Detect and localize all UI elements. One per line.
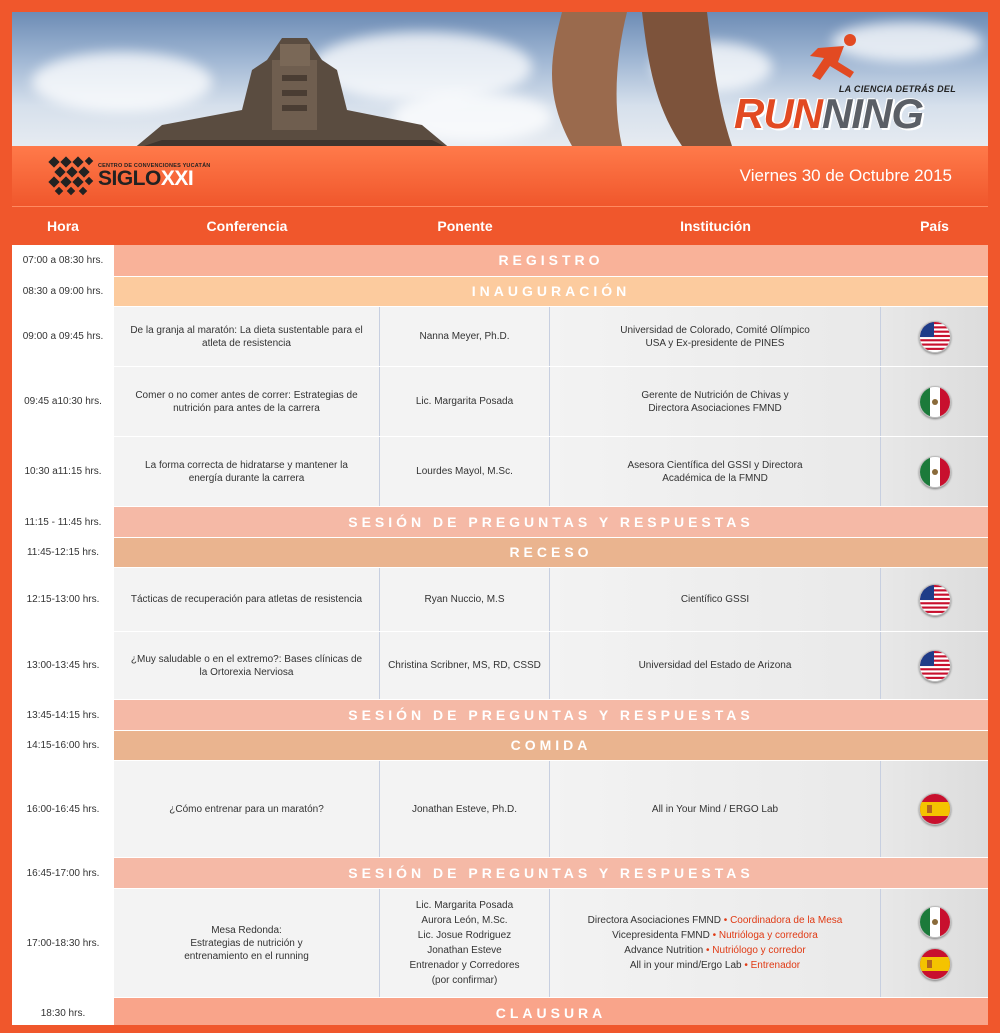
session-label: SESIÓN DE PREGUNTAS Y RESPUESTAS	[114, 858, 988, 888]
session-row	[12, 277, 988, 307]
institution-cell	[550, 568, 881, 631]
institution-name: Advance Nutrition	[624, 945, 704, 956]
institution-text: Gerente de Nutrición de Chivas y Directora Asociaciones FMND	[641, 389, 789, 414]
separator: •	[703, 945, 713, 956]
conference-cell: De la granja al maratón: La dieta sustentable para el atleta de resistencia	[114, 307, 380, 366]
session-label: SESIÓN DE PREGUNTAS Y RESPUESTAS	[114, 507, 988, 537]
col-ponente: Ponente	[437, 218, 493, 234]
session-label: INAUGURACIÓN	[114, 277, 988, 306]
speaker-line: Jonathan Esteve	[427, 945, 502, 956]
table-header	[12, 206, 988, 245]
conference-cell	[114, 889, 380, 997]
institution-cell	[550, 632, 881, 699]
speaker-cell: Nanna Meyer, Ph.D.	[380, 307, 550, 366]
time-cell: 13:00-13:45 hrs.	[12, 632, 114, 699]
speaker-cell: Christina Scribner, MS, RD, CSSD	[380, 632, 550, 699]
time-cell: 16:00-16:45 hrs.	[12, 761, 114, 857]
sub-header	[12, 146, 988, 206]
country-cell	[881, 568, 988, 631]
separator: •	[709, 930, 719, 941]
table-row	[12, 437, 988, 507]
time-cell: 16:45-17:00 hrs.	[12, 858, 114, 888]
hero-banner	[12, 12, 988, 146]
schedule-table	[12, 245, 988, 1025]
es-flag-icon	[919, 948, 951, 980]
institution-line	[588, 943, 843, 958]
session-label: RECESO	[114, 538, 988, 567]
table-row	[12, 632, 988, 700]
running-wordmark: RUNNING	[734, 90, 923, 137]
institution-text: All in Your Mind / ERGO Lab	[651, 803, 779, 815]
session-row	[12, 507, 988, 538]
institution-text: Asesora Científica del GSSI y Directora Académica de la FMND	[627, 459, 803, 484]
col-hora: Hora	[47, 218, 79, 234]
venue-name: SIGLOXXI	[98, 167, 194, 190]
speaker-line: (por confirmar)	[431, 975, 498, 986]
institution-text: Universidad del Estado de Arizona	[638, 660, 792, 671]
time-cell: 08:30 a 09:00 hrs.	[12, 277, 114, 306]
time-cell: 09:00 a 09:45 hrs.	[12, 307, 114, 366]
conference-cell: Comer o no comer antes de correr: Estrategias de nutrición para antes de la carrera	[114, 367, 380, 436]
runner-legs-illustration	[532, 12, 732, 146]
running-logo	[734, 32, 966, 137]
event-date: Viernes 30 de Octubre 2015	[739, 166, 952, 185]
conference-cell: Tácticas de recuperación para atletas de resistencia	[114, 568, 380, 631]
time-cell: 11:15 - 11:45 hrs.	[12, 507, 114, 537]
running-tagline: LA CIENCIA DETRÁS DEL	[838, 84, 956, 94]
conference-line: entrenamiento en el running	[184, 950, 309, 962]
panel-role: Nutrióloga y corredora	[718, 930, 818, 941]
session-row	[12, 731, 988, 761]
institution-name: Vicepresidenta FMND	[612, 930, 710, 941]
us-flag-icon	[919, 584, 951, 616]
us-flag-icon	[919, 650, 951, 682]
country-cell	[881, 307, 988, 366]
table-row	[12, 307, 988, 367]
session-row	[12, 538, 988, 568]
runner-icon	[798, 32, 868, 84]
speaker-line: Aurora León, M.Sc.	[421, 915, 508, 926]
table-row	[12, 761, 988, 858]
mx-flag-icon	[919, 386, 951, 418]
speaker-cell	[380, 889, 550, 997]
time-cell: 10:30 a11:15 hrs.	[12, 437, 114, 506]
institution-cell	[550, 437, 881, 506]
institution-text: Universidad de Colorado, Comité Olímpico USA y Ex-presidente de PINES	[620, 324, 810, 349]
speaker-cell: Ryan Nuccio, M.S	[380, 568, 550, 631]
conference-line: Mesa Redonda:	[211, 924, 282, 936]
separator: •	[741, 960, 751, 971]
time-cell: 11:45-12:15 hrs.	[12, 538, 114, 567]
venue-logo	[48, 156, 210, 196]
col-conferencia: Conferencia	[206, 218, 288, 234]
institution-cell	[550, 307, 881, 366]
speaker-cell: Lic. Margarita Posada	[380, 367, 550, 436]
session-row	[12, 858, 988, 889]
conference-line: Estrategias de nutrición y	[190, 937, 303, 949]
session-label: REGISTRO	[114, 245, 988, 276]
institution-cell	[550, 367, 881, 436]
venue-subtitle: CENTRO DE CONVENCIONES YUCATÁN	[98, 163, 211, 169]
es-flag-icon	[919, 793, 951, 825]
speaker-line: Entrenador y Corredores	[409, 960, 520, 971]
time-cell: 14:15-16:00 hrs.	[12, 731, 114, 760]
session-row	[12, 700, 988, 731]
time-cell: 18:30 hrs.	[12, 998, 114, 1025]
country-cell	[881, 632, 988, 699]
institution-line	[588, 913, 843, 928]
conference-cell: ¿Muy saludable o en el extremo?: Bases clínicas de la Ortorexia Nerviosa	[114, 632, 380, 699]
conference-cell: ¿Cómo entrenar para un maratón?	[114, 761, 380, 857]
institution-name: All in your mind/Ergo Lab	[629, 960, 742, 971]
institution-text: Científico GSSI	[680, 594, 750, 605]
table-row	[12, 889, 988, 998]
panel-role: Entrenador	[750, 960, 801, 971]
mx-flag-icon	[919, 906, 951, 938]
institution-cell	[550, 761, 881, 857]
separator: •	[721, 915, 731, 926]
country-cell	[881, 437, 988, 506]
country-cell	[881, 761, 988, 857]
conference-cell: La forma correcta de hidratarse y mantener la energía durante la carrera	[114, 437, 380, 506]
time-cell: 13:45-14:15 hrs.	[12, 700, 114, 730]
session-row	[12, 245, 988, 277]
institution-cell	[550, 889, 881, 997]
table-row	[12, 568, 988, 632]
speaker-line: Lic. Josue Rodriguez	[417, 930, 512, 941]
session-row	[12, 998, 988, 1025]
col-institucion: Institución	[680, 218, 751, 234]
time-cell: 09:45 a10:30 hrs.	[12, 367, 114, 436]
table-row	[12, 367, 988, 437]
session-label: CLAUSURA	[114, 998, 988, 1025]
institution-line	[588, 928, 843, 943]
speaker-line: Lic. Margarita Posada	[415, 900, 514, 911]
panel-role: Nutriólogo y corredor	[712, 945, 806, 956]
country-cell	[881, 367, 988, 436]
session-label: COMIDA	[114, 731, 988, 760]
venue-pattern-icon	[48, 156, 94, 196]
time-cell: 12:15-13:00 hrs.	[12, 568, 114, 631]
time-cell: 17:00-18:30 hrs.	[12, 889, 114, 997]
session-label: SESIÓN DE PREGUNTAS Y RESPUESTAS	[114, 700, 988, 730]
institution-line	[588, 958, 843, 973]
mx-flag-icon	[919, 456, 951, 488]
time-cell: 07:00 a 08:30 hrs.	[12, 245, 114, 276]
speaker-cell: Lourdes Mayol, M.Sc.	[380, 437, 550, 506]
col-pais: País	[920, 218, 949, 234]
panel-role: Coordinadora de la Mesa	[730, 915, 843, 926]
monument-illustration	[132, 30, 452, 146]
country-cell	[881, 889, 988, 997]
speaker-cell: Jonathan Esteve, Ph.D.	[380, 761, 550, 857]
us-flag-icon	[919, 321, 951, 353]
institution-name: Directora Asociaciones FMND	[587, 915, 721, 926]
page-inner	[12, 12, 988, 1025]
